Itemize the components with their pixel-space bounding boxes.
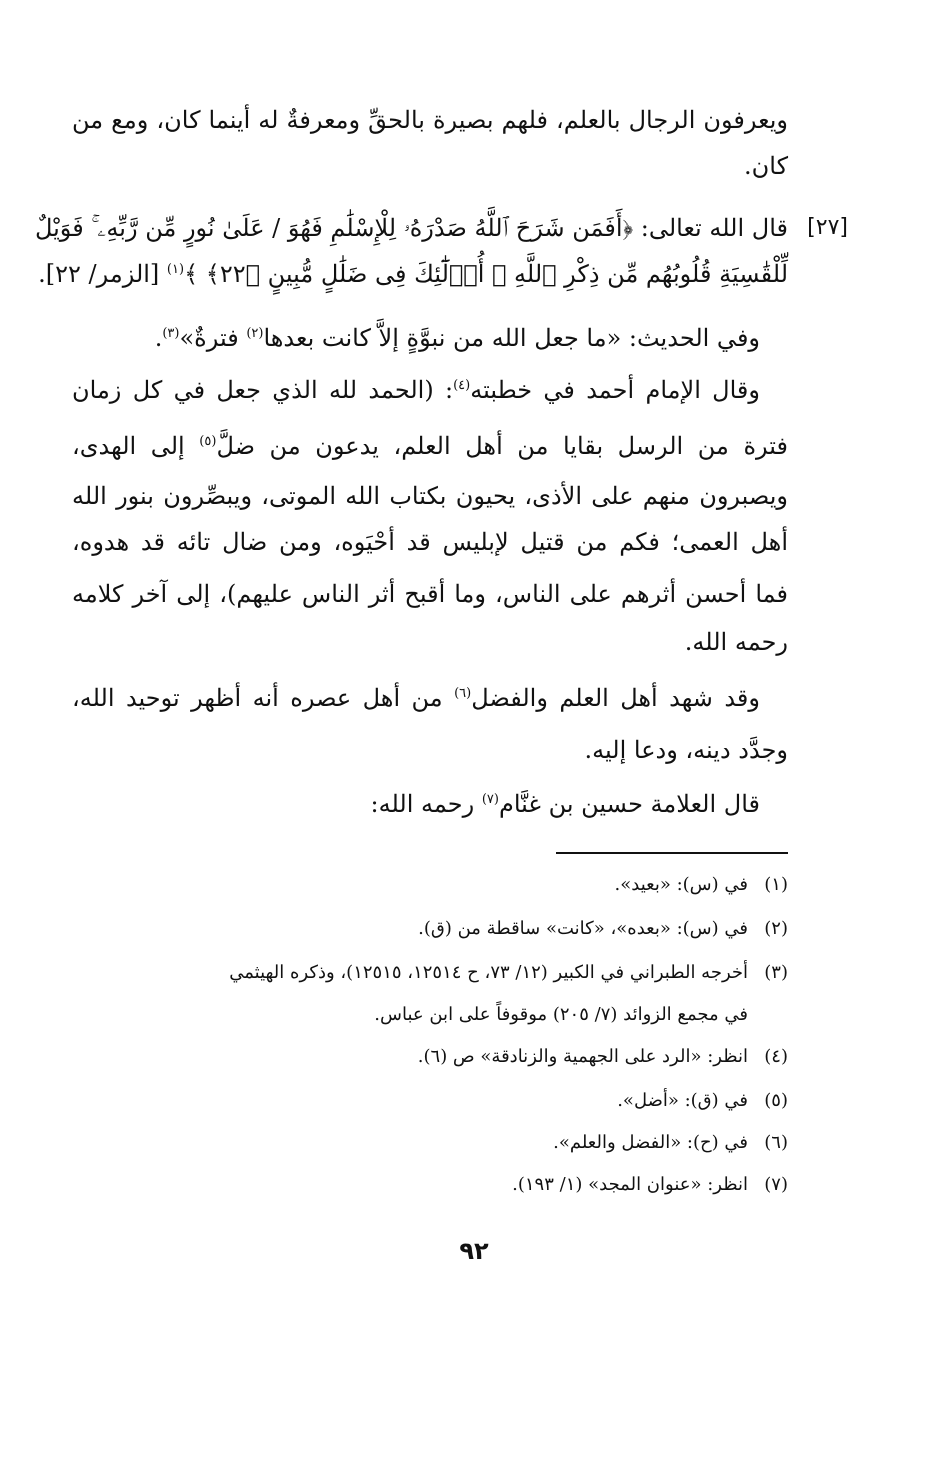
footnote-ref: (١) [166, 262, 185, 277]
quran-verse-line: لِّلْقَٰسِيَةِ قُلُوبُهُم مِّن ذِكْرِ ٱللَّهِ ۚ أُو۟لَٰٓئِكَ فِى ضَلَٰلٍ مُّبِينٍ ﴿٢٢﴾ ﴾$^{(١)}$ [الزمر/ ٢٢]. [38, 260, 788, 288]
footnote [72, 1168, 788, 1202]
paragraph-line: وقد شهد أهل العلم والفضل$^{(٦)}$ من أهل عصره أنه أظهر توحيد الله، [72, 684, 760, 712]
paragraph-line: رحمه الله. [684, 628, 788, 656]
footnote-ref: (٧) [481, 792, 499, 807]
paragraph-line: كان. [744, 152, 788, 180]
footnote-text: في (ح): «الفضل والعلم». [553, 1132, 748, 1153]
paragraph-line: أهل العمى؛ فكم من قتيل لإبليس قد أحْيَوه، ومن ضال تائه قد هدوه، [72, 528, 788, 556]
footnote-ref: (٦) [454, 686, 472, 701]
footnote-number: (٦) [764, 1132, 788, 1153]
entry-number: [٢٧] [807, 215, 848, 240]
footnote-separator [556, 852, 788, 854]
paragraph-line: وقال الإمام أحمد في خطبته$^{(٤)}$: (الحمد لله الذي جعل في كل زمان [72, 376, 760, 404]
paragraph-line: وجدَّد دينه، ودعا إليه. [584, 736, 788, 764]
footnote-ref: (٣) [162, 326, 180, 341]
footnote [72, 912, 788, 946]
paragraph-line: ويعرفون الرجال بالعلم، فلهم بصيرة بالحقِّ ومعرفةٌ له أينما كان، ومع من [72, 106, 788, 134]
paragraph-line: فما أحسن أثرهم على الناس، وما أقبح أثر الناس عليهم)، إلى آخر كلامه [72, 580, 788, 608]
paragraph-line: قال العلامة حسين بن غنَّام$^{(٧)}$ رحمه الله: [370, 790, 760, 818]
footnote-text: أخرجه الطبراني في الكبير (١٢/ ٧٣، ح ١٢٥١٤، ١٢٥١٥)، وذكره الهيثمي [229, 962, 748, 983]
surah-citation: [الزمر/ ٢٢]. [38, 260, 167, 288]
footnote [72, 868, 788, 902]
footnote-text: في (س): «بعده»، «كانت» ساقطة من (ق). [418, 918, 748, 939]
footnote-ref: (٤) [453, 378, 471, 393]
footnote-number: (٢) [764, 918, 788, 939]
footnote-number: (٣) [764, 962, 788, 983]
footnote-text: في (س): «بعيد». [614, 874, 748, 895]
footnote-continuation: في مجمع الزوائد (٧/ ٢٠٥) موقوفاً على ابن عباس. [374, 1004, 748, 1025]
footnote-text: انظر: «عنوان المجد» (١/ ١٩٣). [512, 1174, 748, 1195]
footnote [72, 956, 788, 990]
footnote [72, 1126, 788, 1160]
footnote-number: (٥) [764, 1090, 788, 1111]
footnote [72, 1040, 788, 1074]
footnote-text: في (ق): «أضل». [617, 1090, 748, 1111]
footnote-ref: (٥) [199, 434, 217, 449]
quran-verse-line: قال الله تعالى: ﴿أَفَمَن شَرَحَ ٱللَّهُ صَدْرَهُۥ لِلْإِسْلَٰمِ فَهُوَ / عَلَىٰ نُورٍ مِّن رَّبِّهِۦ ۚ فَوَيْلٌ [34, 214, 788, 242]
page-number: ٩٢ [459, 1237, 489, 1265]
hadith-line: وفي الحديث: «ما جعل الله من نبوَّةٍ إلاَّ كانت بعدها$^{(٢)}$ فترةٌ»$^{(٣)}$. [154, 324, 760, 352]
footnote-number: (٧) [764, 1174, 788, 1195]
paragraph-line: فترة من الرسل بقايا من أهل العلم، يدعون من ضلَّ$^{(٥)}$ إلى الهدى، [72, 432, 788, 460]
footnote [72, 1084, 788, 1118]
footnote-ref: (٢) [246, 326, 264, 341]
footnote-number: (١) [764, 874, 788, 895]
footnote-number: (٤) [764, 1046, 788, 1067]
footnote-text: انظر: «الرد على الجهمية والزنادقة» ص (٦). [417, 1046, 748, 1067]
paragraph-line: ويصبرون منهم على الأذى، يحيون بكتاب الله الموتى، ويبصِّرون بنور الله [72, 482, 788, 510]
